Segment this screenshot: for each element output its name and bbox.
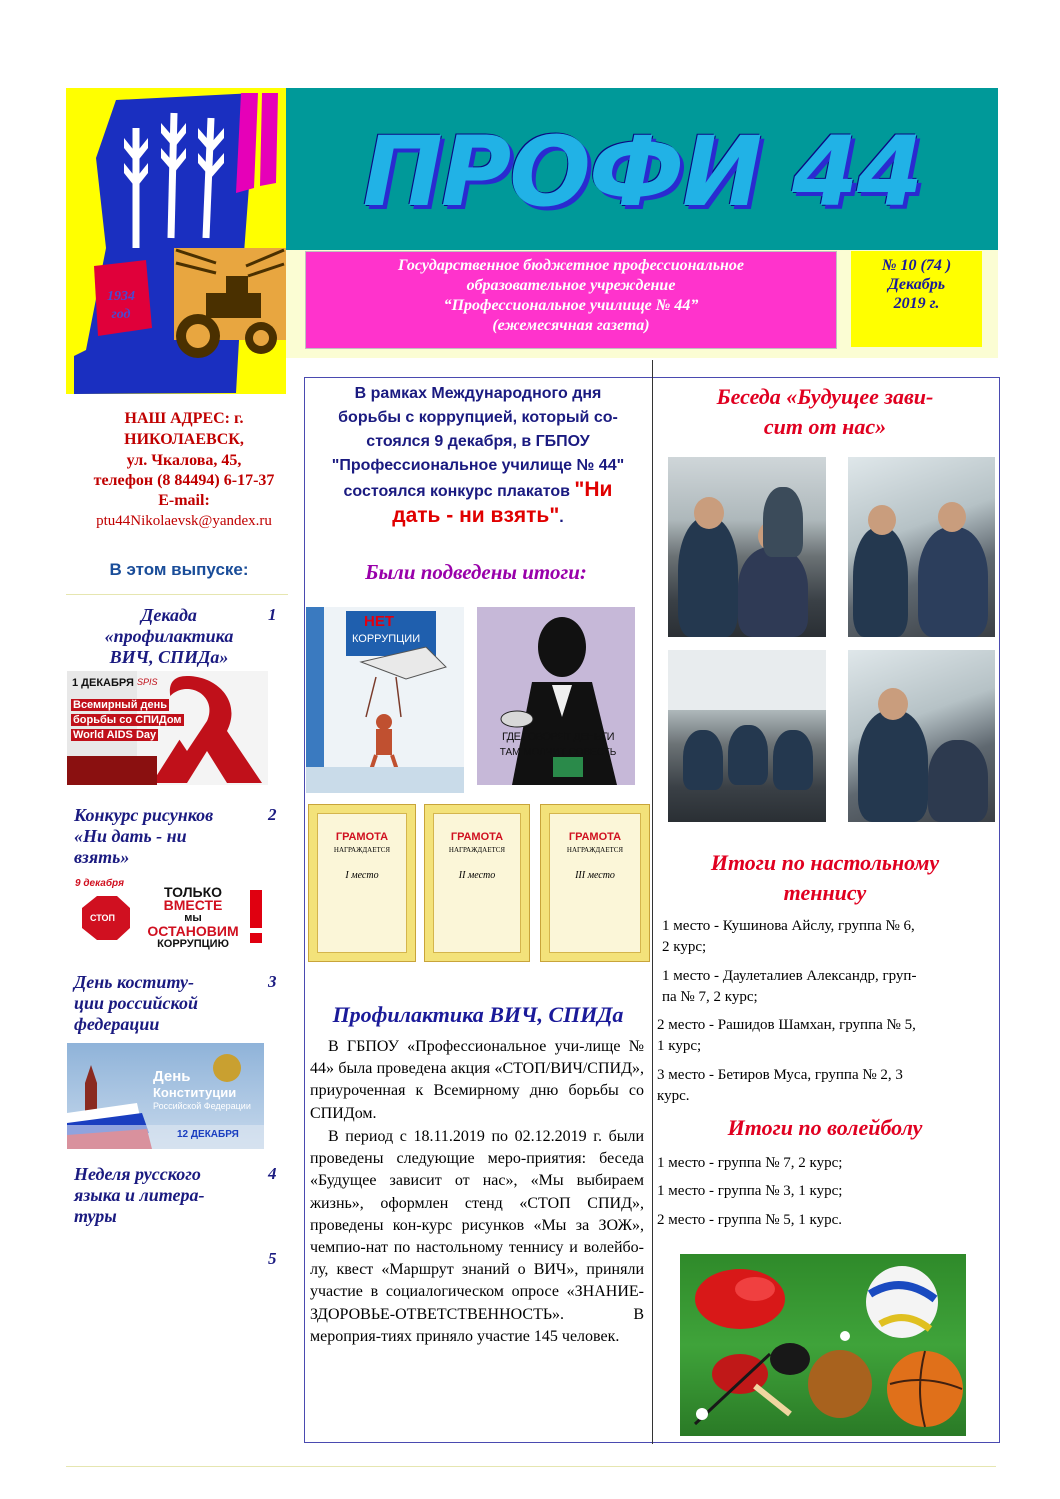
toc-title: В этом выпуске: xyxy=(109,560,249,579)
email-address[interactable]: ptu44Nikolaevsk@yandex.ru xyxy=(96,513,272,529)
contest-name-part: дать - ни взять" xyxy=(392,504,560,527)
title-line: теннису xyxy=(783,880,867,905)
tennis-results-title xyxy=(660,848,990,908)
result-text: 1 курс; xyxy=(657,1038,702,1054)
diploma-title: ГРАМОТА xyxy=(450,831,504,843)
email-label: E-mail: xyxy=(158,492,210,509)
poster-money-talks xyxy=(477,607,635,785)
phone-line: телефон (8 84494) 6-17-37 xyxy=(93,472,275,489)
toc-item-russian-week[interactable] xyxy=(74,1164,254,1227)
contest-intro xyxy=(306,382,650,530)
result-text: курс. xyxy=(657,1088,690,1104)
column-divider xyxy=(652,360,653,1444)
contest-name-part: "Ни xyxy=(574,478,613,501)
toc-page-number: 5 xyxy=(268,1249,277,1268)
slogan-line: ВМЕСТЕ xyxy=(163,897,223,913)
toc-item-line: языка и литера- xyxy=(74,1185,205,1205)
toc-item-line: День коститу- xyxy=(74,972,194,992)
volleyball-results-title: Итоги по волейболу xyxy=(727,1115,923,1140)
result-text: 2 курс; xyxy=(662,939,707,955)
photo-talk-3 xyxy=(668,650,826,822)
volleyball-result: 1 место - группа № 7, 2 курс; xyxy=(657,1155,843,1171)
stop-sign-label: СТОП xyxy=(90,913,116,923)
address-line: ул. Чкалова, 45, xyxy=(126,452,242,469)
result-text: 3 место - Бетиров Муса, группа № 2, 3 xyxy=(657,1067,903,1083)
title-banner xyxy=(286,88,998,250)
intro-line: В рамках Международного дня xyxy=(354,385,602,402)
diploma-place: II место xyxy=(458,870,496,881)
toc-item-line: Неделя русского xyxy=(74,1164,201,1184)
result-text: 2 место - Рашидов Шамхан, группа № 5, xyxy=(657,1017,916,1033)
aids-day-banner xyxy=(67,671,268,785)
diploma-place: III место xyxy=(575,870,615,881)
toc-page-number: 1 xyxy=(268,605,277,624)
constitution-date: 12 ДЕКАБРЯ xyxy=(177,1129,239,1140)
toc-item-line: федерации xyxy=(74,1014,160,1034)
hiv-paragraph-2: В период с 18.11.2019 по 02.12.2019 г. были проведены следующие меро-приятия: беседа «Будущее зависит от нас», «Мы выбираем жизнь», оформлен стенд «СТОП СПИД», проведены кон-курс рисунков «Мы за ЗОЖ», чемпио-нат по настольному теннису и волейбо-лу, квест «Маршрут знаний о ВИЧ», приняли участие в социалогическом опросе «ЗНАНИЕ-ЗДОРОВЬЕ-ОТВЕТСТВЕННОСТЬ». В мероприя-тиях приняло участие 145 человек. xyxy=(310,1128,644,1345)
toc-divider xyxy=(66,594,288,595)
title-line: Беседа «Будущее зави- xyxy=(716,384,934,409)
slogan-line: ТОЛЬКО xyxy=(163,884,223,900)
title-line: сит от нас» xyxy=(763,414,887,439)
issue-year: 2019 г. xyxy=(893,295,940,312)
diploma-sub: НАГРАЖДАЕТСЯ xyxy=(448,846,506,854)
intro-line: борьбы с коррупцией, который со- xyxy=(338,409,618,426)
poster1-line2: КОРРУПЦИИ xyxy=(352,633,421,645)
intro-line: стоялся 9 декабря, в ГБПОУ xyxy=(366,433,590,450)
toc-item-drawing-contest[interactable] xyxy=(74,805,254,868)
wheat-tractor-emblem xyxy=(66,88,286,394)
poster2-line2: ТАМ МОЛЧИТ СОВЕСТЬ xyxy=(499,747,617,758)
results-heading: Были подведены итоги: xyxy=(365,560,587,584)
toc-item-hiv[interactable] xyxy=(74,605,264,668)
result-text: па № 7, 2 курс; xyxy=(662,989,758,1005)
tennis-result xyxy=(657,966,992,1008)
toc-page-number: 3 xyxy=(268,972,277,991)
hiv-article-title: Профилактика ВИЧ, СПИДа xyxy=(332,1002,624,1027)
address-line: НАШ АДРЕС: г. xyxy=(124,410,244,427)
diploma-third-place xyxy=(540,804,650,962)
tennis-result xyxy=(657,1065,987,1107)
toc-item-line: Конкурс рисунков xyxy=(74,805,214,825)
volleyball-result: 2 место - группа № 5, 1 курс. xyxy=(657,1212,842,1228)
toc-item-line: Декада xyxy=(141,605,197,625)
diploma-second-place xyxy=(424,804,530,962)
year-badge-number: 1934 xyxy=(107,289,135,304)
aids-date: 1 ДЕКАБРЯ xyxy=(72,677,134,689)
constitution-line1: День xyxy=(153,1068,191,1085)
toc-item-line: ции российской xyxy=(74,993,198,1013)
diploma-sub: НАГРАЖДАЕТСЯ xyxy=(333,846,391,854)
organization-box xyxy=(305,251,837,349)
diploma-title: ГРАМОТА xyxy=(568,831,622,843)
diploma-sub: НАГРАЖДАЕТСЯ xyxy=(566,846,624,854)
org-line: Государственное бюджетное профессиональное xyxy=(398,257,744,274)
aids-line2: борьбы со СПИДом xyxy=(73,714,182,726)
toc-item-line: ВИЧ, СПИДа» xyxy=(109,647,229,667)
slogan-line: ОСТАНОВИМ xyxy=(147,923,239,939)
corruption-slogan xyxy=(138,886,248,950)
photo-talk-4 xyxy=(848,650,995,822)
newspaper-title: ПРОФИ 44 xyxy=(362,116,922,228)
constitution-line3: Российской Федерации xyxy=(153,1101,251,1111)
toc-page-number: 4 xyxy=(268,1164,277,1183)
slogan-line: мы xyxy=(184,912,202,924)
corruption-date: 9 декабря xyxy=(75,878,125,889)
issue-info-box xyxy=(851,251,982,347)
aids-corner-label: SPIS xyxy=(137,677,158,687)
diploma-place: I место xyxy=(345,870,379,881)
diploma-first-place xyxy=(308,804,416,962)
toc-item-line: «профилактика xyxy=(104,626,234,646)
talk-article-title xyxy=(660,382,990,442)
poster-no-corruption xyxy=(306,607,464,793)
result-text: 1 место - Даулеталиев Александр, груп- xyxy=(662,968,917,984)
constitution-line2: Конституции xyxy=(153,1085,237,1100)
issue-month: Декабрь xyxy=(887,276,946,293)
slogan-line: КОРРУПЦИЮ xyxy=(157,938,229,950)
sports-equipment-image xyxy=(680,1254,966,1436)
photo-talk-1 xyxy=(668,457,826,637)
toc-item-constitution-day[interactable] xyxy=(74,972,254,1035)
org-line: (ежемесячная газета) xyxy=(492,317,650,334)
toc-item-line: туры xyxy=(74,1206,117,1226)
poster2-line1: ГДЕ ГОВОРЯТ ДЕНЬГИ xyxy=(501,731,615,743)
address-line: НИКОЛАЕВСК, xyxy=(124,431,244,448)
footer-rule xyxy=(66,1466,996,1467)
constitution-day-banner xyxy=(67,1043,264,1149)
intro-end: . xyxy=(559,509,564,526)
poster1-line1: НЕТ xyxy=(364,613,394,630)
anti-corruption-banner xyxy=(72,878,272,950)
title-line: Итоги по настольному xyxy=(710,850,940,875)
volleyball-result: 1 место - группа № 3, 1 курс; xyxy=(657,1183,843,1199)
intro-line: "Профессиональное училище № 44" xyxy=(331,457,625,474)
aids-line3: World AIDS Day xyxy=(73,729,157,741)
issue-number: № 10 (74 ) xyxy=(881,257,952,274)
hiv-paragraph-1: В ГБПОУ «Профессиональное учи-лище № 44» была проведена акция «СТОП/ВИЧ/СПИД», приуроченная к Всемирному дню борьбы со СПИДом. xyxy=(310,1038,644,1122)
org-line: образовательное учреждение xyxy=(466,277,676,294)
school-logo xyxy=(66,88,286,394)
tennis-result xyxy=(657,1015,987,1057)
aids-line1: Всемирный день xyxy=(73,699,168,711)
tennis-result xyxy=(657,916,992,958)
toc-item-line: «Ни дать - ни xyxy=(74,826,187,846)
toc-page-number: 2 xyxy=(268,805,277,824)
year-badge-word: год xyxy=(111,307,131,322)
org-line: “Профессиональное училище № 44” xyxy=(443,297,699,314)
result-text: 1 место - Кушинова Айслу, группа № 6, xyxy=(662,918,915,934)
intro-line: состоялся конкурс плакатов xyxy=(343,483,570,500)
diploma-title: ГРАМОТА xyxy=(335,831,389,843)
photo-talk-2 xyxy=(848,457,995,637)
toc-item-line: взять» xyxy=(74,847,130,867)
